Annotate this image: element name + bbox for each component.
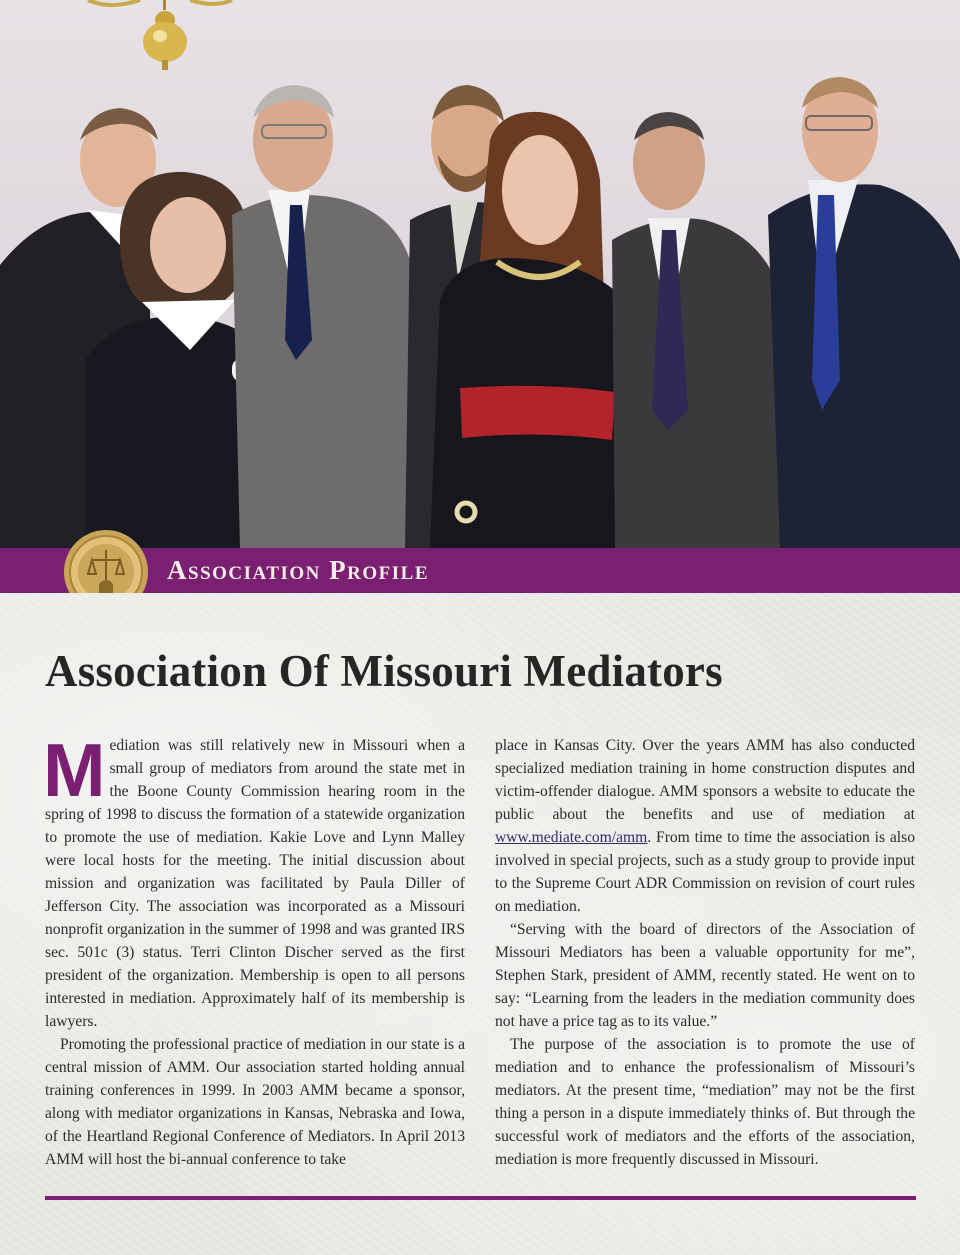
- group-photo: [0, 0, 960, 548]
- paragraph-intro-text: ediation was still relatively new in Missouri when a small group of mediators from around the state met in the Boone County Commission hearing room in the spring of 1998 to discuss the formation of a statewide organization to promote the use of mediation. Kakie Love and Lynn Malley were local hosts for the meeting. The initial discussion about mission and organization was facilitated by Paula Diller of Jefferson City. The association was incorporated as a Missouri nonprofit organization in the summer of 1998 and was granted IRS sec. 501c (3) status. Terri Clinton Discher served as the first president of the organization. Membership is open to all persons interested in mediation. Approximately half of its membership is lawyers.: [45, 737, 465, 1030]
- website-link[interactable]: www.mediate.com/amm: [495, 829, 648, 846]
- banner-title: Association Profile: [167, 555, 429, 585]
- paragraph-mission: Promoting the professional practice of mediation in our state is a central mission of AMM. Our association started holding annual training conferences in 1999. In 2003 AMM became a sponsor, along with mediator organizations in Kansas, Nebraska and Iowa, of the Heartland Regional Conference of Mediators. In April 2013 AMM will host the bi-annual conference to take: [45, 1036, 465, 1168]
- bottom-rule: [45, 1196, 916, 1200]
- person-6: [612, 112, 785, 548]
- article-column-right: [495, 734, 915, 1171]
- paragraph-mission-continued: [495, 734, 915, 918]
- paragraph-mission-cont-a: place in Kansas City. Over the years AMM has also conducted specialized mediation training in home construction disputes and victim-offender dialogue. AMM sponsors a website to educate the public about the benefits and use of mediation at: [495, 737, 915, 823]
- paragraph-purpose: The purpose of the association is to promote the use of mediation and to enhance the professionalism of Missouri’s mediators. At the present time, “mediation” may not be the first thing a person in a dispute immediately thinks of. But through the successful work of mediators and the efforts of the association, mediation is more frequently discussed in Missouri.: [495, 1036, 915, 1168]
- chandelier-icon: [88, 0, 232, 70]
- drop-cap: M: [43, 728, 106, 812]
- paragraph-intro: [43, 728, 465, 1033]
- paragraph-quote: “Serving with the board of directors of the Association of Missouri Mediators has been a valuable opportunity for me”, Stephen Stark, president of AMM, recently stated. He went on to say: “Learning from the leaders in the mediation community does not have a price tag as to its value.”: [495, 921, 915, 1030]
- person-3: [232, 85, 410, 548]
- article-headline: Association Of Missouri Mediators: [45, 646, 723, 696]
- paragraph-mission-cont-b: . From time to time the association is also involved in special projects, such as a study group to provide input to the Supreme Court ADR Commission on revision of court rules on mediation.: [495, 829, 915, 915]
- group-photo-illustration: [0, 0, 960, 548]
- person-7: [768, 77, 960, 548]
- article-column-left: [43, 728, 465, 1171]
